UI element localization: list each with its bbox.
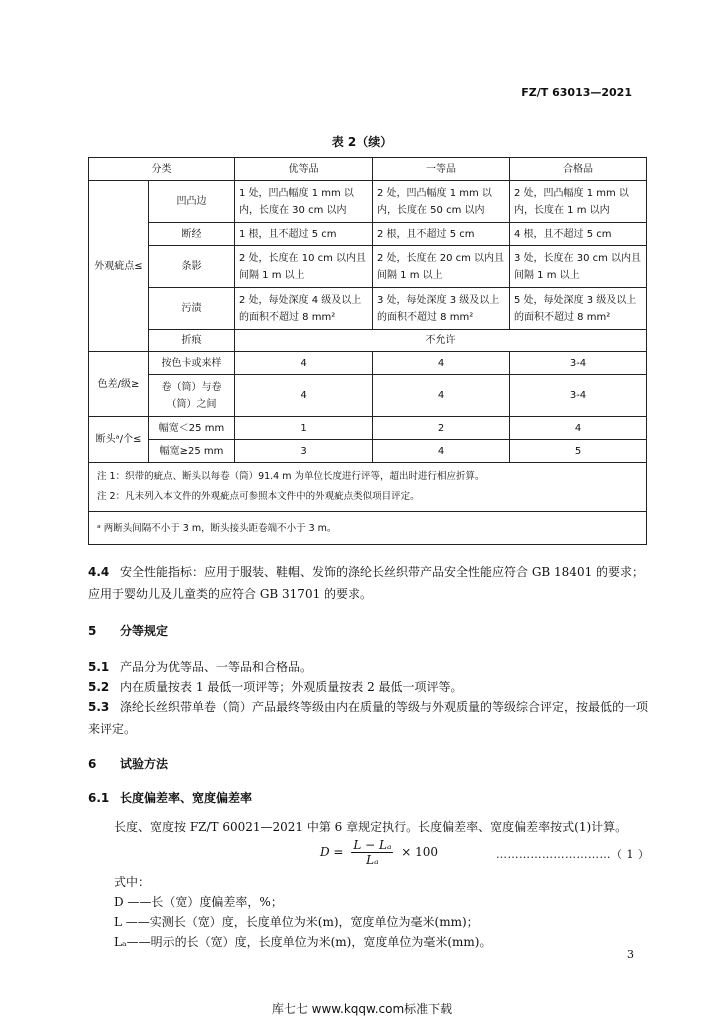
- clause-text: 内在质量按表 1 最低一项评等；外观质量按表 2 最低一项评等。: [120, 680, 463, 694]
- grade-table: [88, 157, 647, 545]
- cell: 2 处，长度在 20 cm 以内且间隔 1 m 以上: [373, 246, 510, 288]
- cell: 4: [235, 352, 373, 375]
- row-label: 条影: [149, 246, 235, 288]
- section-number: 6: [88, 757, 97, 771]
- cell: 2: [373, 417, 510, 440]
- cell: 1 处，凹凸幅度 1 mm 以内，长度在 30 cm 以内: [235, 181, 373, 223]
- clause-5-1: [88, 656, 648, 678]
- where-label: 式中：: [114, 875, 151, 889]
- table-row: [89, 246, 647, 288]
- cell: 1: [235, 417, 373, 440]
- cell: 2 处，长度在 10 cm 以内且间隔 1 m 以上: [235, 246, 373, 288]
- header-premium: 优等品: [235, 158, 373, 181]
- variable-D: D ——长（宽）度偏差率，%；: [114, 895, 283, 909]
- section-6-heading: [88, 755, 168, 772]
- clause-4-4: [88, 561, 648, 605]
- formula-fraction: [351, 838, 393, 867]
- cell: 4 根，且不超过 5 cm: [510, 223, 647, 246]
- table-footnote-row: [89, 512, 647, 545]
- header-first: 一等品: [373, 158, 510, 181]
- clause-text: 产品分为优等品、一等品和合格品。: [120, 660, 313, 674]
- table-row: [89, 417, 647, 440]
- clause-number: 4.4: [88, 565, 110, 579]
- equation-number: …………………………（ 1 ）: [496, 848, 650, 861]
- row-label: 幅宽≥25 mm: [149, 440, 235, 463]
- cell: 5: [510, 440, 647, 463]
- table-row: [89, 181, 647, 223]
- variable-L: L ——实测长（宽）度，长度单位为米(m)，宽度单位为毫米(mm)；: [114, 915, 479, 929]
- table-row: [89, 440, 647, 463]
- table-footnote: ᵃ 两断头间隔不小于 3 m，断头接头距卷端不小于 3 m。: [89, 512, 647, 545]
- footer-watermark: 库七七 www.kqqw.com标准下载: [271, 1002, 453, 1016]
- table-note-2: 注 2：凡未列入本文件的外观疵点可参照本文件中的外观疵点类似项目评定。: [97, 491, 420, 502]
- table-row: [89, 352, 647, 375]
- cell: 5 处，每处深度 3 级及以上的面积不超过 8 mm²: [510, 288, 647, 330]
- cell: 4: [373, 375, 510, 417]
- table-row: [89, 223, 647, 246]
- cell: 3-4: [510, 352, 647, 375]
- formula-lhs: D =: [320, 845, 344, 859]
- cell: 2 处，每处深度 4 级及以上的面积不超过 8 mm²: [235, 288, 373, 330]
- page-number: 3: [627, 948, 634, 961]
- section-number: 6.1: [88, 791, 110, 805]
- table-header-row: [89, 158, 647, 181]
- clause-5-2: [88, 676, 648, 698]
- clause-5-3: [88, 696, 648, 740]
- section-number: 5: [88, 624, 97, 638]
- section-6-1-heading: [88, 789, 252, 806]
- clause-text: 安全性能指标：应用于服装、鞋帽、发饰的涤纶长丝织带产品安全性能应符合 GB 18401 的要求；应用于婴幼儿及儿童类的应符合 GB 31701 的要求。: [88, 565, 645, 601]
- header-qualified: 合格品: [510, 158, 647, 181]
- section-title: 分等规定: [120, 624, 169, 638]
- table-row: [89, 330, 647, 352]
- cell: 2 根，且不超过 5 cm: [373, 223, 510, 246]
- cell: 不允许: [235, 330, 647, 352]
- cell: 4: [235, 375, 373, 417]
- row-label: 卷（筒）与卷（筒）之间: [149, 375, 235, 417]
- cell: 3 处，长度在 30 cm 以内且间隔 1 m 以上: [510, 246, 647, 288]
- table-caption: 表 2（续）: [331, 135, 393, 149]
- appearance-group-label: 外观疵点≤: [89, 181, 149, 352]
- cell: 1 根，且不超过 5 cm: [235, 223, 373, 246]
- table-row: [89, 375, 647, 417]
- row-label: 凹凸边: [149, 181, 235, 223]
- cell: 2 处，凹凸幅度 1 mm 以内，长度在 50 cm 以内: [373, 181, 510, 223]
- break-group-label: 断头ᵃ/个≤: [89, 417, 149, 463]
- section-title: 试验方法: [120, 757, 169, 771]
- cell: 4: [373, 440, 510, 463]
- cell: 2 处，凹凸幅度 1 mm 以内，长度在 1 m 以内: [510, 181, 647, 223]
- table-note-1: 注 1：织带的疵点、断头以每卷（筒）91.4 m 为单位长度进行评等，超出时进行相应折算。: [97, 471, 485, 482]
- row-label: 断经: [149, 223, 235, 246]
- clause-number: 5.2: [88, 680, 110, 694]
- cell: 4: [510, 417, 647, 440]
- cell: 3 处，每处深度 3 级及以上的面积不超过 8 mm²: [373, 288, 510, 330]
- table-notes-row: [89, 463, 647, 512]
- section-title: 长度偏差率、宽度偏差率: [120, 791, 253, 805]
- row-label: 幅宽＜25 mm: [149, 417, 235, 440]
- variable-Ln: Lₐ——明示的长（宽）度，长度单位为米(m)，宽度单位为毫米(mm)。: [114, 935, 492, 949]
- table-row: [89, 288, 647, 330]
- clause-number: 5.3: [88, 700, 110, 714]
- row-label: 污渍: [149, 288, 235, 330]
- color-group-label: 色差/级≥: [89, 352, 149, 417]
- formula-1: [320, 838, 438, 867]
- row-label: 按色卡或来样: [149, 352, 235, 375]
- cell: 4: [373, 352, 510, 375]
- section-5-heading: [88, 622, 168, 639]
- formula-multiplier: × 100: [401, 845, 439, 859]
- formula-denominator: Lₐ: [366, 853, 379, 867]
- formula-numerator: L − Lₐ: [353, 838, 392, 852]
- row-label: 折痕: [149, 330, 235, 352]
- clause-6-1-text: 长度、宽度按 FZ/T 60021—2021 中第 6 章规定执行。长度偏差率、宽度偏差率按式(1)计算。: [114, 820, 628, 834]
- cell: 3: [235, 440, 373, 463]
- cell: 3-4: [510, 375, 647, 417]
- document-code: FZ/T 63013—2021: [521, 86, 632, 99]
- clause-number: 5.1: [88, 660, 110, 674]
- header-category: 分类: [89, 158, 235, 181]
- clause-text: 涤纶长丝织带单卷（筒）产品最终等级由内在质量的等级与外观质量的等级综合评定，按最低的一项来评定。: [88, 700, 649, 736]
